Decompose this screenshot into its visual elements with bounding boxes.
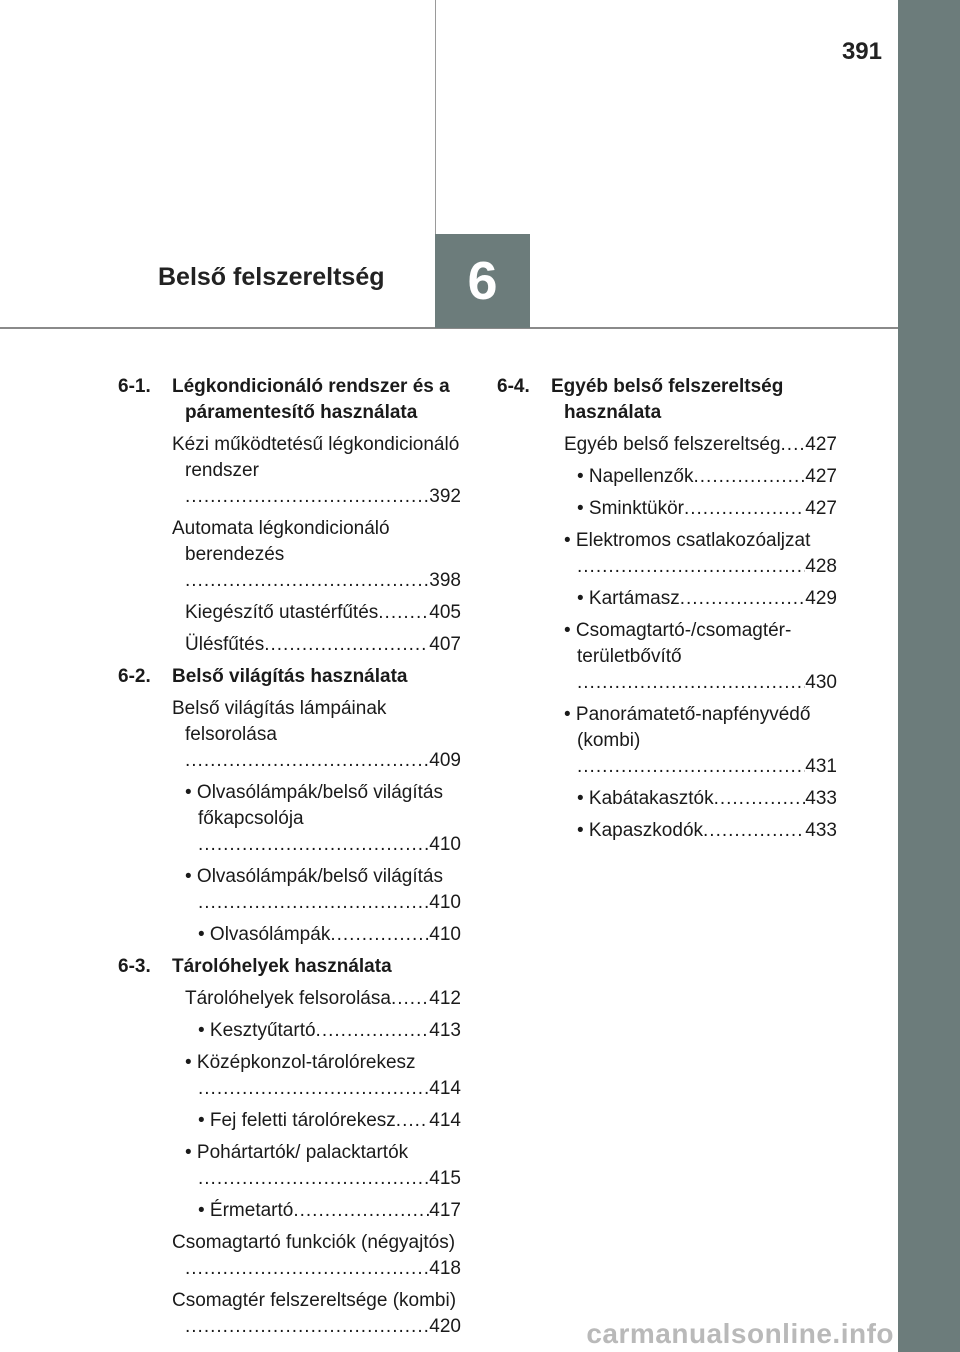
toc-subentry[interactable]	[185, 1050, 461, 1102]
toc-subentry[interactable]	[564, 496, 837, 522]
toc-section[interactable]	[497, 374, 837, 426]
entry-page: 413	[429, 1020, 461, 1041]
entry-page: 427	[805, 498, 837, 519]
section-title: Egyéb belső felszereltség használata	[551, 376, 784, 423]
entry-label: Csomagtér felszereltsége (kombi)	[172, 1290, 457, 1311]
section-title: Belső világítás használata	[172, 666, 408, 687]
toc-entry[interactable]	[172, 1288, 461, 1340]
entry-page: 398	[429, 570, 461, 591]
entry-label: • Pohártartók/ palacktartók	[185, 1142, 409, 1163]
entry-page: 427	[805, 434, 837, 455]
toc-column-left	[118, 374, 461, 1346]
section-title: Légkondicionáló rendszer és a páramentesítő használata	[172, 376, 450, 423]
toc-subentry[interactable]	[564, 464, 837, 490]
entry-page: 409	[429, 750, 461, 771]
section-title: Tárolóhelyek használata	[172, 956, 392, 977]
entry-page: 427	[805, 466, 837, 487]
toc-section[interactable]	[118, 374, 461, 426]
page-number: 391	[841, 38, 882, 65]
watermark-text: carmanualsonline.info	[586, 1318, 894, 1349]
entry-label: • Középkonzol-tárolórekesz	[185, 1052, 416, 1073]
entry-label: Egyéb belső felszereltség	[564, 434, 781, 455]
toc-subentry[interactable]	[185, 1198, 461, 1224]
entry-page: 431	[805, 756, 837, 777]
toc-section[interactable]	[118, 664, 461, 690]
section-number: 6-2.	[118, 666, 151, 687]
toc-subentry[interactable]	[564, 786, 837, 812]
entry-label: Tárolóhelyek felsorolása	[185, 988, 391, 1009]
toc-subentry[interactable]	[185, 864, 461, 916]
entry-label: • Elektromos csatlakozóaljzat	[564, 530, 811, 551]
entry-label: • Panorámatető-napfényvédő (kombi)	[564, 704, 811, 751]
entry-label: • Napellenzők	[577, 466, 694, 487]
toc-entry[interactable]	[172, 696, 461, 774]
chapter-number-box: 6	[435, 234, 530, 328]
toc-entry[interactable]	[172, 632, 461, 658]
toc-entry[interactable]	[172, 600, 461, 626]
entry-page: 433	[805, 820, 837, 841]
chapter-sidebar-tab	[898, 0, 960, 1352]
toc-subentry[interactable]	[185, 1108, 461, 1134]
entry-label: • Olvasólámpák/belső világítás főkapcsolója	[185, 782, 443, 829]
entry-page: 405	[429, 602, 461, 623]
entry-label: Kézi működtetésű légkondicionáló rendszer	[172, 434, 460, 481]
entry-page: 429	[805, 588, 837, 609]
entry-page: 410	[429, 924, 461, 945]
entry-page: 407	[429, 634, 461, 655]
entry-label: • Érmetartó	[198, 1200, 294, 1221]
section-number: 6-1.	[118, 376, 151, 397]
toc-entry[interactable]	[172, 516, 461, 594]
toc-subentry[interactable]	[564, 702, 837, 780]
toc-entry[interactable]	[172, 986, 461, 1012]
entry-page: 433	[805, 788, 837, 809]
entry-label: Csomagtartó funkciók (négyajtós)	[172, 1232, 456, 1253]
toc-subentry[interactable]	[564, 586, 837, 612]
toc-subentry[interactable]	[185, 1140, 461, 1192]
entry-page: 414	[429, 1110, 461, 1131]
toc-entry[interactable]	[551, 432, 837, 458]
toc-subentry[interactable]	[185, 1018, 461, 1044]
entry-page: 415	[429, 1168, 461, 1189]
entry-page: 420	[429, 1316, 461, 1337]
entry-page: 412	[429, 988, 461, 1009]
toc-subentry[interactable]	[564, 818, 837, 844]
entry-label: • Csomagtartó-/csomagtér-területbővítő	[564, 620, 792, 667]
toc-column-right	[497, 374, 837, 850]
entry-page: 417	[429, 1200, 461, 1221]
entry-page: 418	[429, 1258, 461, 1279]
entry-page: 410	[429, 892, 461, 913]
entry-page: 430	[805, 672, 837, 693]
entry-page: 392	[429, 486, 461, 507]
section-number: 6-4.	[497, 376, 530, 397]
entry-label: Kiegészítő utastérfűtés	[185, 602, 379, 623]
toc-entry[interactable]	[172, 432, 461, 510]
entry-label: Automata légkondicionáló berendezés	[172, 518, 390, 565]
toc-subentry[interactable]	[185, 780, 461, 858]
toc-subentry[interactable]	[564, 528, 837, 580]
chapter-title: Belső felszereltség	[158, 263, 385, 291]
entry-label: Ülésfűtés	[185, 634, 265, 655]
entry-label: Belső világítás lámpáinak felsorolása	[172, 698, 387, 745]
section-number: 6-3.	[118, 956, 151, 977]
entry-label: • Fej feletti tárolórekesz	[198, 1110, 396, 1131]
entry-label: • Olvasólámpák	[198, 924, 331, 945]
toc-subentry[interactable]	[185, 922, 461, 948]
entry-label: • Kabátakasztók	[577, 788, 714, 809]
entry-page: 414	[429, 1078, 461, 1099]
entry-label: • Kapaszkodók	[577, 820, 704, 841]
entry-label: • Sminktükör	[577, 498, 684, 519]
toc-subentry[interactable]	[564, 618, 837, 696]
toc-entry[interactable]	[172, 1230, 461, 1282]
toc-section[interactable]	[118, 954, 461, 980]
entry-page: 428	[805, 556, 837, 577]
entry-page: 410	[429, 834, 461, 855]
entry-label: • Kartámasz	[577, 588, 680, 609]
entry-label: • Olvasólámpák/belső világítás	[185, 866, 443, 887]
header-divider-vertical	[435, 0, 436, 234]
entry-label: • Kesztyűtartó	[198, 1020, 316, 1041]
